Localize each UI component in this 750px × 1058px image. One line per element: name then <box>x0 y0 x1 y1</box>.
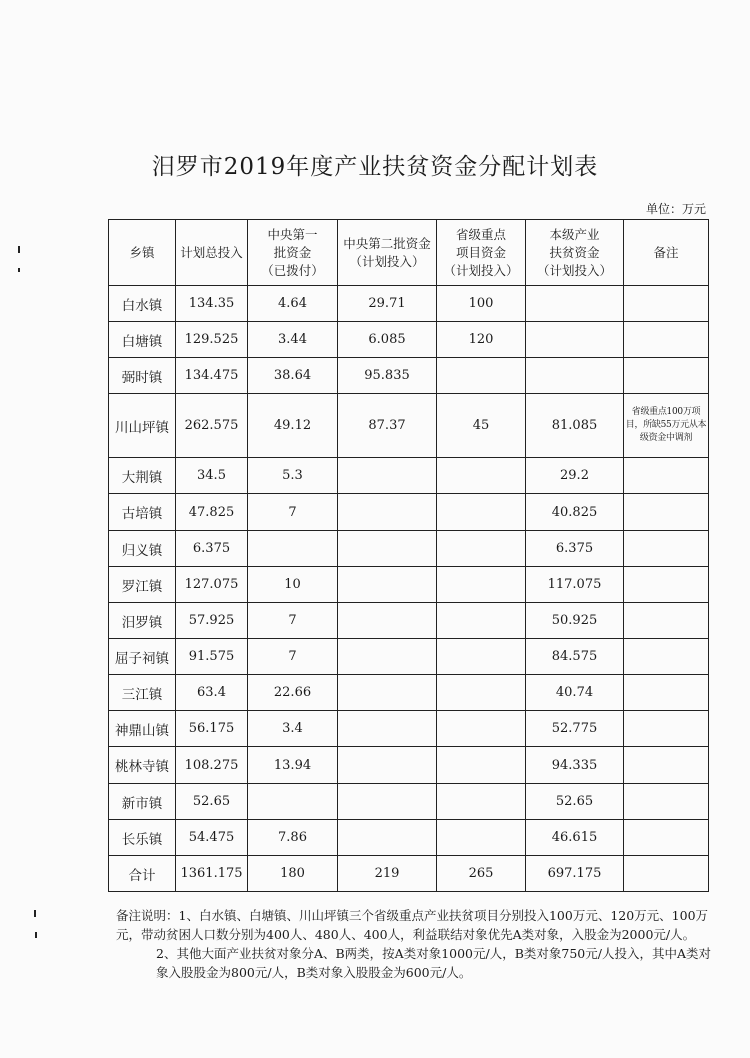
value-cell: 1361.175 <box>176 856 248 892</box>
remark-cell <box>624 784 709 820</box>
column-header <box>437 220 526 286</box>
value-cell: 29.71 <box>338 286 437 322</box>
value-cell: 45 <box>437 394 526 458</box>
town-cell: 古培镇 <box>109 494 176 531</box>
column-header-line: 计划总投入 <box>180 244 243 260</box>
value-cell: 7 <box>248 603 338 639</box>
remark-cell <box>624 458 709 494</box>
value-cell <box>437 531 526 567</box>
value-cell: 81.085 <box>526 394 624 458</box>
town-cell: 川山坪镇 <box>109 394 176 458</box>
value-cell: 84.575 <box>526 639 624 675</box>
value-cell <box>338 567 437 603</box>
column-header-line: （计划投入） <box>443 262 519 278</box>
value-cell <box>437 639 526 675</box>
value-cell: 3.4 <box>248 711 338 747</box>
table-header-row <box>109 220 709 286</box>
table-row <box>109 639 709 675</box>
value-cell: 180 <box>248 856 338 892</box>
value-cell: 7 <box>248 639 338 675</box>
value-cell: 7.86 <box>248 820 338 856</box>
town-cell: 新市镇 <box>109 784 176 820</box>
value-cell: 265 <box>437 856 526 892</box>
remark-cell <box>624 747 709 784</box>
remark-cell <box>624 322 709 358</box>
town-cell: 合计 <box>109 856 176 892</box>
remark-cell <box>624 675 709 711</box>
value-cell: 134.35 <box>176 286 248 322</box>
value-cell <box>437 675 526 711</box>
value-cell <box>526 286 624 322</box>
value-cell <box>338 820 437 856</box>
column-header-line: （已拨付） <box>261 262 324 278</box>
scan-mark <box>18 268 20 272</box>
unit-label: 单位：万元 <box>645 202 706 216</box>
table-row <box>109 458 709 494</box>
value-cell: 697.175 <box>526 856 624 892</box>
table-row <box>109 820 709 856</box>
value-cell: 34.5 <box>176 458 248 494</box>
remark-cell <box>624 711 709 747</box>
value-cell <box>338 675 437 711</box>
value-cell: 13.94 <box>248 747 338 784</box>
value-cell <box>437 458 526 494</box>
column-header-line: 中央第二批资金 <box>343 235 431 251</box>
scan-mark <box>34 910 36 917</box>
column-header-line: 省级重点 <box>455 226 506 242</box>
table-row <box>109 494 709 531</box>
value-cell <box>437 711 526 747</box>
value-cell: 117.075 <box>526 567 624 603</box>
column-header <box>526 220 624 286</box>
town-cell: 白塘镇 <box>109 322 176 358</box>
value-cell <box>338 531 437 567</box>
town-cell: 三江镇 <box>109 675 176 711</box>
column-header-line: 本级产业 <box>549 226 600 242</box>
column-header <box>624 220 709 286</box>
value-cell <box>338 711 437 747</box>
column-header-line: （计划投入） <box>536 262 612 278</box>
table-row <box>109 747 709 784</box>
value-cell: 63.4 <box>176 675 248 711</box>
remark-cell <box>624 603 709 639</box>
column-header-line: 扶贫资金 <box>549 244 600 260</box>
column-header <box>248 220 338 286</box>
value-cell: 10 <box>248 567 338 603</box>
column-header-line: 中央第一 <box>267 226 318 242</box>
column-header-line: 批资金 <box>273 244 312 260</box>
town-cell: 神鼎山镇 <box>109 711 176 747</box>
value-cell: 129.525 <box>176 322 248 358</box>
remark-cell <box>624 856 709 892</box>
town-cell: 大荆镇 <box>109 458 176 494</box>
note-1: 备注说明：1、白水镇、白塘镇、川山坪镇三个省级重点产业扶贫项目分别投入100万元、120万元、100万元，带动贫困人口数分别为400人、480人、400人，利益联结对象优先A类对象，入股金为2000元/人。 <box>116 908 709 942</box>
value-cell: 52.775 <box>526 711 624 747</box>
table-row <box>109 322 709 358</box>
column-header-line: 乡镇 <box>129 244 155 260</box>
value-cell <box>338 494 437 531</box>
value-cell: 40.74 <box>526 675 624 711</box>
table-row <box>109 784 709 820</box>
remark-cell <box>624 567 709 603</box>
note-2: 2、其他大面产业扶贫对象分A、B两类，按A类对象1000元/人，B类对象750元/人投入，其中A类对象入股股金为800元/人，B类对象入股股金为600元/人。 <box>156 946 712 980</box>
value-cell <box>437 567 526 603</box>
value-cell: 127.075 <box>176 567 248 603</box>
remark-cell <box>624 639 709 675</box>
value-cell: 108.275 <box>176 747 248 784</box>
remark-cell <box>624 531 709 567</box>
remark-cell <box>624 494 709 531</box>
page-title: 汨罗市2019年度产业扶贫资金分配计划表 <box>151 154 599 180</box>
value-cell <box>338 603 437 639</box>
value-cell: 54.475 <box>176 820 248 856</box>
column-header <box>109 220 176 286</box>
town-cell: 白水镇 <box>109 286 176 322</box>
value-cell <box>526 322 624 358</box>
scan-mark <box>35 932 37 938</box>
value-cell: 40.825 <box>526 494 624 531</box>
value-cell: 100 <box>437 286 526 322</box>
column-header-line: 项目资金 <box>455 244 506 260</box>
value-cell: 52.65 <box>526 784 624 820</box>
town-cell: 桃林寺镇 <box>109 747 176 784</box>
value-cell <box>437 784 526 820</box>
value-cell <box>338 784 437 820</box>
remark-cell <box>624 358 709 394</box>
value-cell <box>248 531 338 567</box>
value-cell: 6.375 <box>526 531 624 567</box>
value-cell: 4.64 <box>248 286 338 322</box>
column-header-line: （计划投入） <box>349 253 425 269</box>
table-row <box>109 675 709 711</box>
value-cell: 7 <box>248 494 338 531</box>
value-cell <box>437 358 526 394</box>
value-cell: 57.925 <box>176 603 248 639</box>
total-row <box>109 856 709 892</box>
value-cell: 3.44 <box>248 322 338 358</box>
town-cell: 汨罗镇 <box>109 603 176 639</box>
footnote <box>116 906 712 982</box>
value-cell <box>248 784 338 820</box>
column-header <box>176 220 248 286</box>
table-row <box>109 531 709 567</box>
table-row <box>109 394 709 458</box>
value-cell <box>437 747 526 784</box>
table-row <box>109 603 709 639</box>
value-cell: 49.12 <box>248 394 338 458</box>
value-cell: 120 <box>437 322 526 358</box>
table-row <box>109 286 709 322</box>
value-cell: 87.37 <box>338 394 437 458</box>
value-cell: 50.925 <box>526 603 624 639</box>
value-cell <box>437 820 526 856</box>
value-cell: 6.085 <box>338 322 437 358</box>
value-cell: 38.64 <box>248 358 338 394</box>
remark-cell: 省级重点100万项目，所缺55万元从本级资金中调剂 <box>624 394 709 458</box>
value-cell <box>338 458 437 494</box>
scan-mark <box>18 246 20 253</box>
value-cell <box>437 603 526 639</box>
value-cell: 94.335 <box>526 747 624 784</box>
table-row <box>109 567 709 603</box>
funding-table <box>108 219 709 892</box>
value-cell: 47.825 <box>176 494 248 531</box>
value-cell: 91.575 <box>176 639 248 675</box>
value-cell: 5.3 <box>248 458 338 494</box>
remark-cell <box>624 286 709 322</box>
column-header-line: 备注 <box>653 244 679 260</box>
value-cell: 29.2 <box>526 458 624 494</box>
value-cell: 46.615 <box>526 820 624 856</box>
value-cell <box>338 639 437 675</box>
town-cell: 罗江镇 <box>109 567 176 603</box>
value-cell: 262.575 <box>176 394 248 458</box>
town-cell: 弼时镇 <box>109 358 176 394</box>
value-cell: 52.65 <box>176 784 248 820</box>
value-cell: 56.175 <box>176 711 248 747</box>
value-cell <box>338 747 437 784</box>
table-row <box>109 711 709 747</box>
town-cell: 归义镇 <box>109 531 176 567</box>
town-cell: 屈子祠镇 <box>109 639 176 675</box>
town-cell: 长乐镇 <box>109 820 176 856</box>
value-cell: 95.835 <box>338 358 437 394</box>
value-cell: 219 <box>338 856 437 892</box>
value-cell <box>526 358 624 394</box>
value-cell: 22.66 <box>248 675 338 711</box>
table-row <box>109 358 709 394</box>
value-cell: 134.475 <box>176 358 248 394</box>
value-cell <box>437 494 526 531</box>
remark-cell <box>624 820 709 856</box>
value-cell: 6.375 <box>176 531 248 567</box>
column-header <box>338 220 437 286</box>
